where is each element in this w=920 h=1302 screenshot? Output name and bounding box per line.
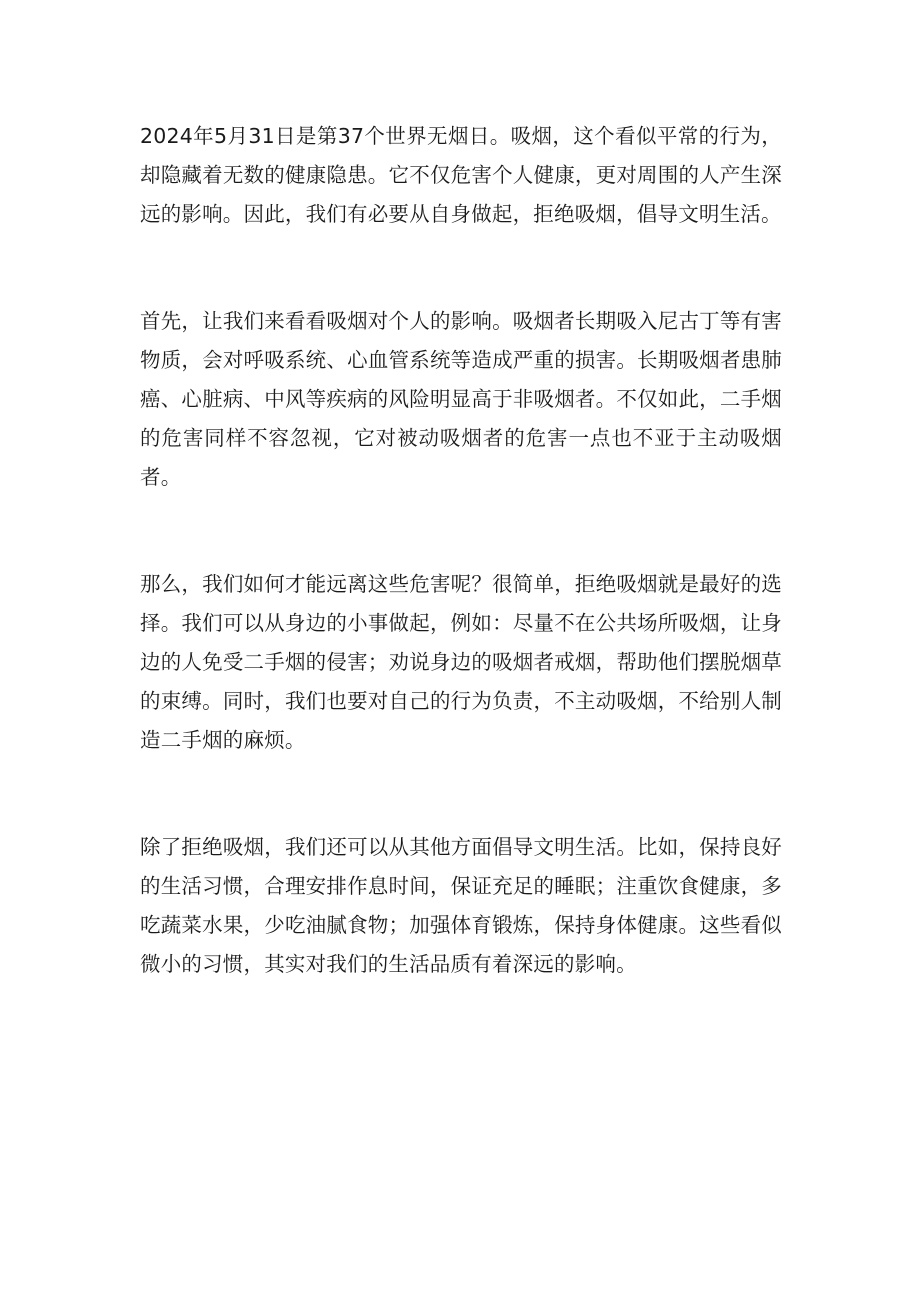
paragraph-how-to-avoid: 那么，我们如何才能远离这些危害呢？很简单，拒绝吸烟就是最好的选择。我们可以从身边的小事做起，例如：尽量不在公共场所吸烟，让身边的人免受二手烟的侵害；劝说身边的吸烟者戒烟，帮助他们摆脱烟草的束缚。同时，我们也要对自己的行为负责，不主动吸烟，不给别人制造二手烟的麻烦。 (140, 572, 782, 752)
paragraph-intro: 2024年5月31日是第37个世界无烟日。吸烟，这个看似平常的行为，却隐藏着无数的健康隐患。它不仅危害个人健康，更对周围的人产生深远的影响。因此，我们有必要从自身做起，拒绝吸烟，倡导文明生活。 (140, 124, 782, 226)
paragraph-civilized-life: 除了拒绝吸烟，我们还可以从其他方面倡导文明生活。比如，保持良好的生活习惯，合理安排作息时间，保证充足的睡眠；注重饮食健康，多吃蔬菜水果，少吃油腻食物；加强体育锻炼，保持身体健康。这些看似微小的习惯，其实对我们的生活品质有着深远的影响。 (140, 835, 782, 976)
document-body (140, 117, 782, 1052)
paragraph-personal-impact: 首先，让我们来看看吸烟对个人的影响。吸烟者长期吸入尼古丁等有害物质，会对呼吸系统、心血管系统等造成严重的损害。长期吸烟者患肺癌、心脏病、中风等疾病的风险明显高于非吸烟者。不仅如此，二手烟的危害同样不容忽视，它对被动吸烟者的危害一点也不亚于主动吸烟者。 (140, 309, 782, 489)
